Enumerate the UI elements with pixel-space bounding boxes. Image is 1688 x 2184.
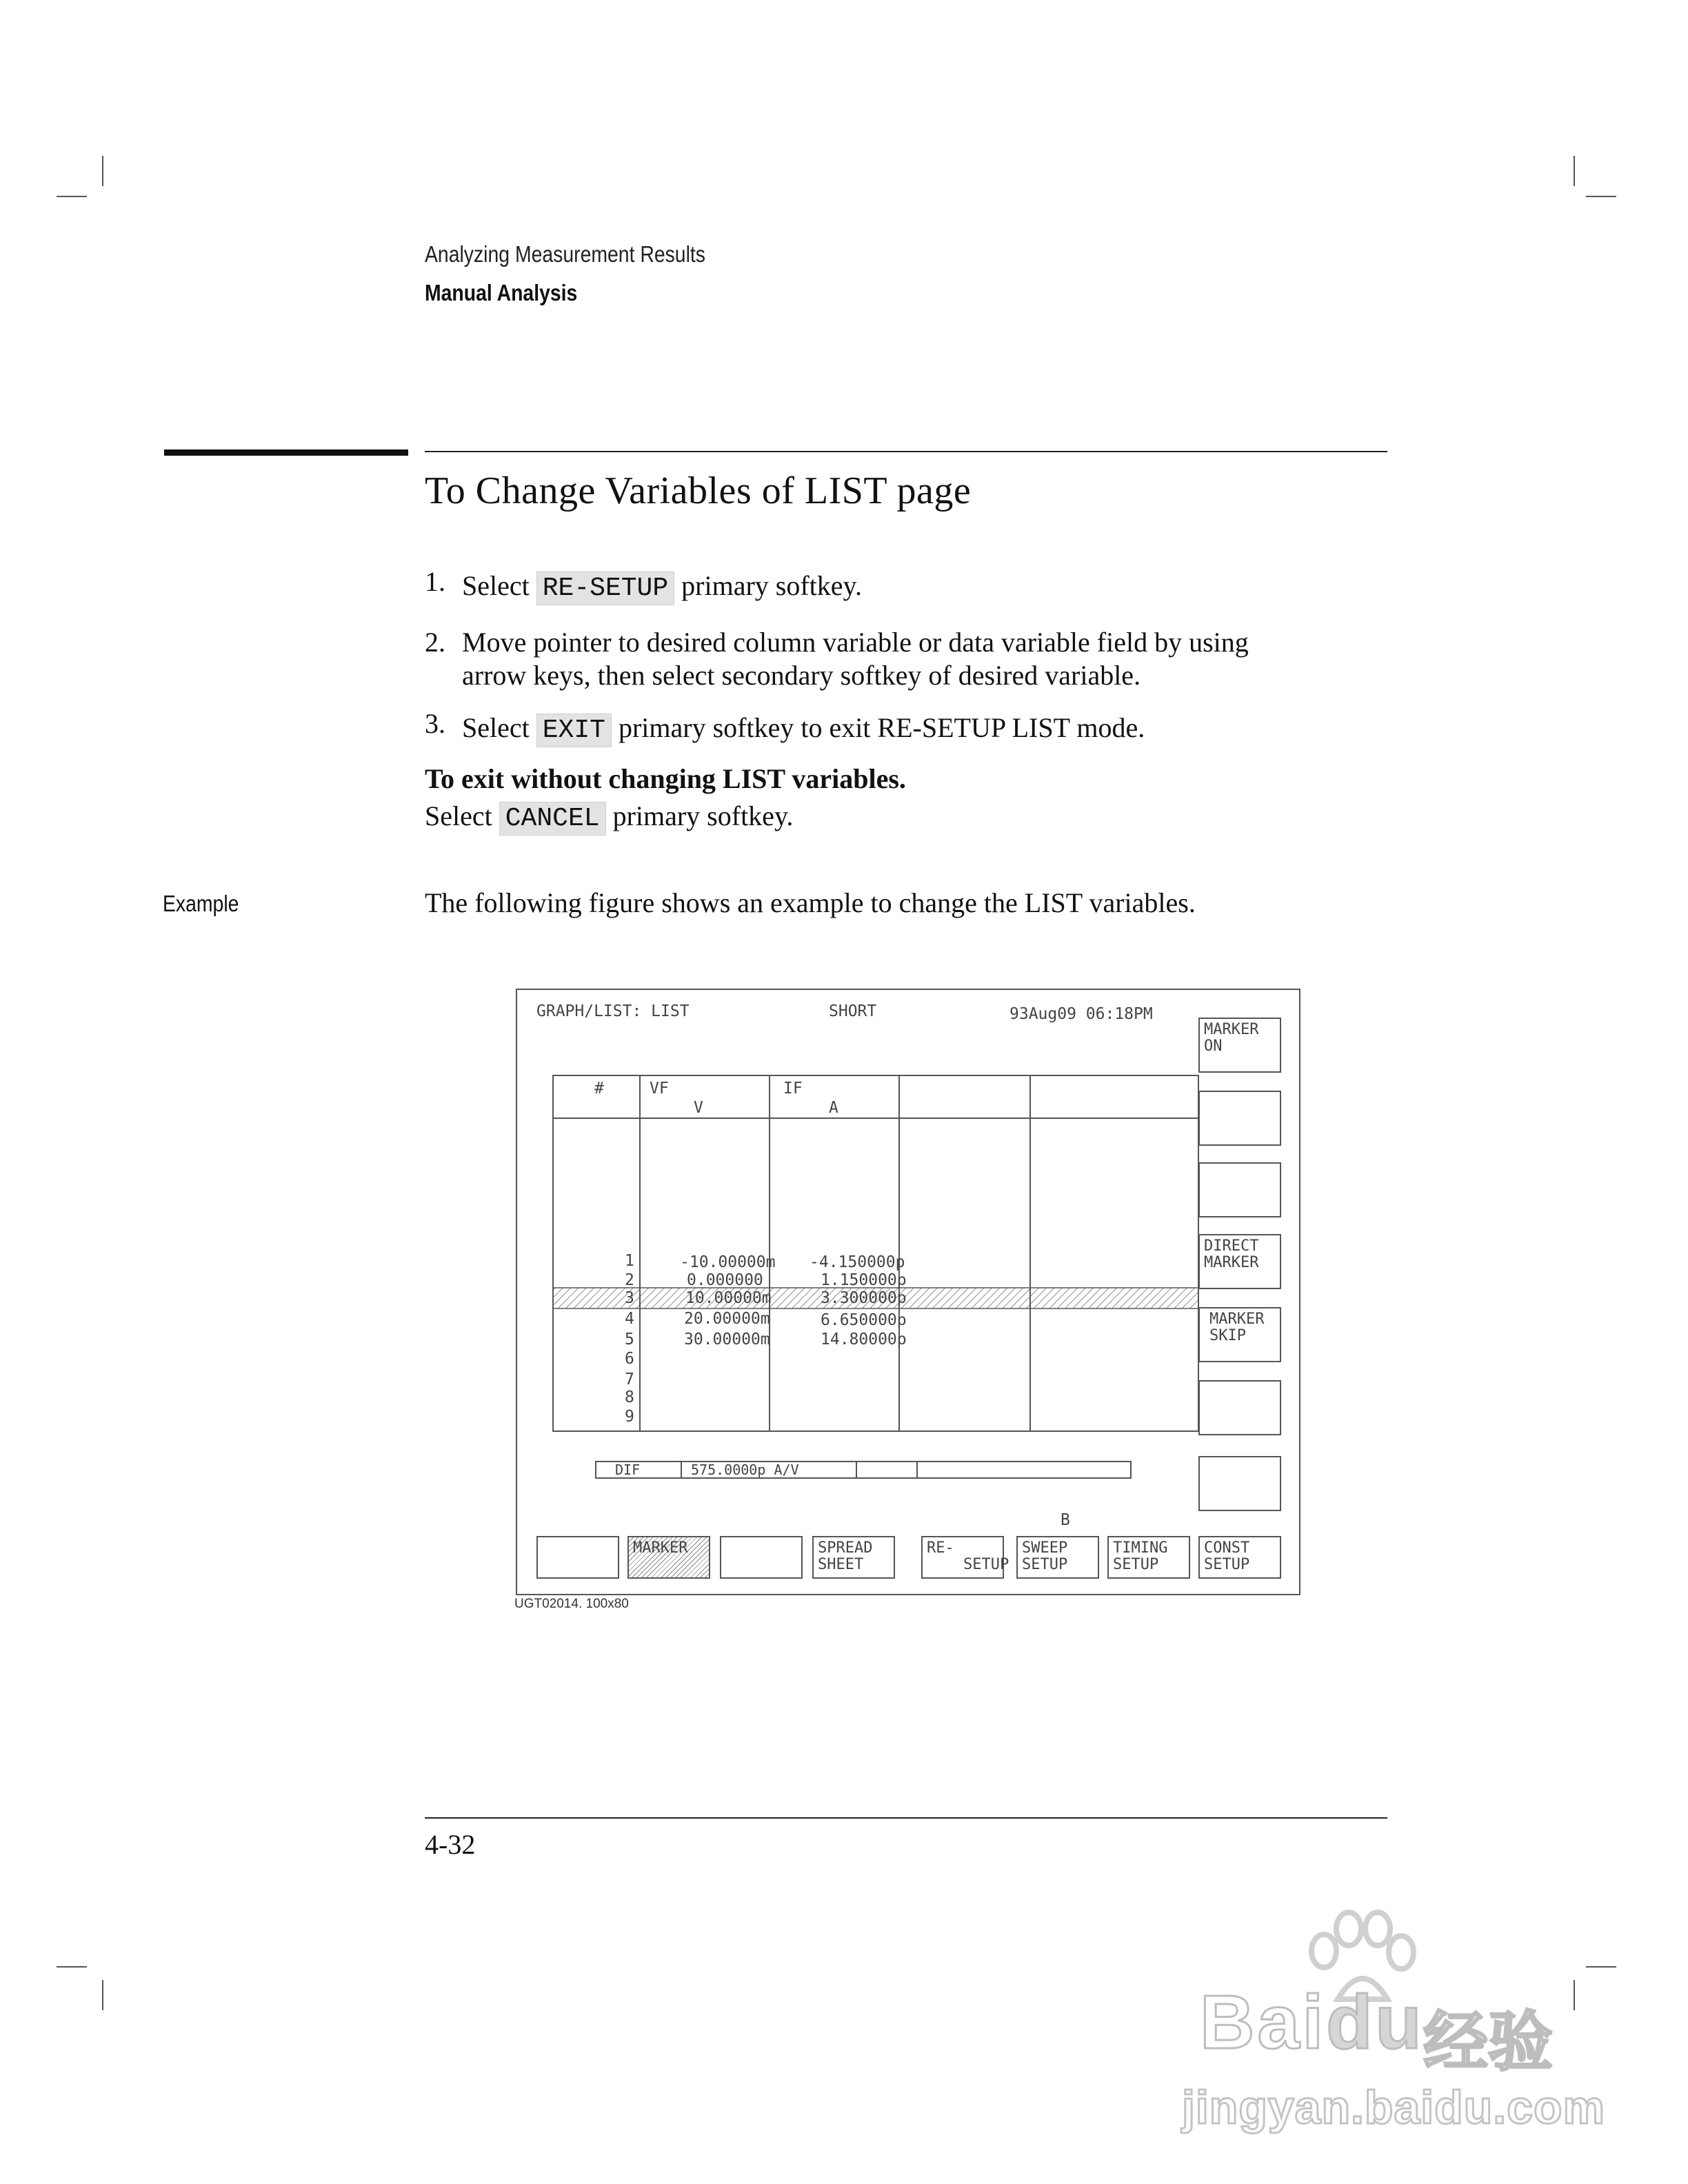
row-if: 3.300000p xyxy=(821,1289,907,1307)
example-text: The following figure shows an example to change the LIST variables. xyxy=(425,887,1196,918)
column-unit-if: A xyxy=(829,1099,838,1117)
softkey-bottom-blank[interactable] xyxy=(720,1536,803,1579)
watermark-url: jingyan.baidu.com xyxy=(1182,2081,1605,2134)
example-label: Example xyxy=(163,891,239,916)
row-index: 3 xyxy=(625,1289,634,1307)
crop-mark xyxy=(1586,196,1616,197)
row-index: 9 xyxy=(625,1408,634,1426)
exit-note-heading: To exit without changing LIST variables. xyxy=(425,763,906,794)
row-if: -4.150000p xyxy=(810,1253,905,1271)
title-rule-thick xyxy=(164,449,408,456)
exit-note-text: primary softkey. xyxy=(612,800,794,831)
row-index: 6 xyxy=(625,1350,634,1368)
softkey-bottom-blank[interactable] xyxy=(536,1536,619,1579)
title-rule-thin xyxy=(425,451,1387,452)
exit-note xyxy=(425,800,793,836)
softkey-sweep-setup[interactable]: SWEEP SETUP xyxy=(1016,1536,1099,1579)
screen-mode: GRAPH/LIST: LIST xyxy=(536,1002,690,1020)
softkey-marker[interactable]: MARKER xyxy=(627,1536,710,1579)
row-if: 1.150000p xyxy=(821,1271,907,1289)
step-3 xyxy=(462,711,1145,747)
crop-mark xyxy=(57,196,87,197)
row-vf: 20.00000m xyxy=(684,1310,770,1328)
re-setup-key[interactable]: RE-SETUP xyxy=(536,572,674,605)
crop-mark xyxy=(102,1980,103,2010)
softkey-re-setup[interactable]: RE- SETUP xyxy=(921,1536,1004,1579)
marker-letter: B xyxy=(1061,1511,1070,1529)
row-vf: -10.00000m xyxy=(680,1253,776,1271)
softkey-side-blank[interactable] xyxy=(1198,1380,1281,1435)
step-1 xyxy=(462,569,862,605)
page-title: To Change Variables of LIST page xyxy=(425,469,972,512)
crop-mark xyxy=(102,156,103,186)
step-2 xyxy=(462,626,1249,692)
softkey-timing-setup[interactable]: TIMING SETUP xyxy=(1107,1536,1190,1579)
row-vf: 0.000000 xyxy=(687,1271,763,1289)
step-text: Move pointer to desired column variable or data variable field by using xyxy=(462,627,1249,658)
step-number: 3. xyxy=(425,708,445,739)
softkey-const-setup[interactable]: CONST SETUP xyxy=(1198,1536,1281,1579)
row-index: 7 xyxy=(625,1371,634,1388)
row-index: 5 xyxy=(625,1331,634,1348)
watermark-brand-text: Bai xyxy=(1200,1980,1327,2065)
row-if: 14.80000p xyxy=(821,1331,907,1348)
crop-mark xyxy=(57,1966,87,1968)
screen-status: SHORT xyxy=(829,1002,877,1020)
column-header-index: # xyxy=(594,1080,604,1098)
step-text: arrow keys, then select secondary softkey of desired variable. xyxy=(462,660,1141,691)
column-header-vf: VF xyxy=(650,1080,669,1098)
row-vf: 30.00000m xyxy=(684,1331,770,1348)
step-text: Select xyxy=(462,570,530,601)
step-text: primary softkey to exit RE-SETUP LIST mode. xyxy=(618,712,1145,743)
softkey-marker-skip[interactable]: MARKER SKIP xyxy=(1198,1307,1281,1362)
step-number: 2. xyxy=(425,627,445,658)
exit-key[interactable]: EXIT xyxy=(536,714,612,747)
exit-note-text: Select xyxy=(425,800,492,831)
column-header-if: IF xyxy=(783,1080,803,1098)
softkey-marker-on[interactable]: MARKER ON xyxy=(1198,1018,1281,1073)
running-head-section: Analyzing Measurement Results xyxy=(425,241,705,267)
list-table xyxy=(517,990,1299,1594)
cancel-key[interactable]: CANCEL xyxy=(499,802,606,836)
list-screen-figure xyxy=(516,989,1300,1595)
dif-label: DIF xyxy=(615,1462,641,1478)
softkey-spread-sheet[interactable]: SPREAD SHEET xyxy=(812,1536,895,1579)
figure-caption: UGT02014. 100x80 xyxy=(514,1597,629,1611)
watermark-brand xyxy=(1200,1979,1425,2066)
step-number: 1. xyxy=(425,566,445,597)
page-number: 4-32 xyxy=(425,1829,476,1860)
row-vf: 10.00000m xyxy=(685,1289,772,1307)
watermark-brand-text: du xyxy=(1326,1980,1425,2065)
crop-mark xyxy=(1574,156,1575,186)
watermark-cn: 经验 xyxy=(1423,2005,1554,2078)
dif-value: 575.0000p A/V xyxy=(691,1462,799,1478)
softkey-direct-marker[interactable]: DIRECT MARKER xyxy=(1198,1234,1281,1289)
softkey-side-blank[interactable] xyxy=(1198,1456,1281,1511)
row-index: 2 xyxy=(625,1271,634,1289)
row-index: 1 xyxy=(625,1252,634,1270)
step-text: Select xyxy=(462,712,530,743)
column-unit-vf: V xyxy=(694,1099,703,1117)
softkey-side-blank[interactable] xyxy=(1198,1162,1281,1217)
softkey-side-blank[interactable] xyxy=(1198,1091,1281,1146)
row-if: 6.650000p xyxy=(821,1311,907,1329)
screen-datetime: 93Aug09 06:18PM xyxy=(1009,1005,1153,1023)
row-index: 8 xyxy=(625,1388,634,1406)
baidu-watermark xyxy=(1172,1903,1605,2178)
footer-rule xyxy=(425,1817,1387,1819)
running-head-subsection: Manual Analysis xyxy=(425,280,578,305)
step-text: primary softkey. xyxy=(681,570,862,601)
row-index: 4 xyxy=(625,1310,634,1328)
dif-bar xyxy=(596,1462,1131,1478)
